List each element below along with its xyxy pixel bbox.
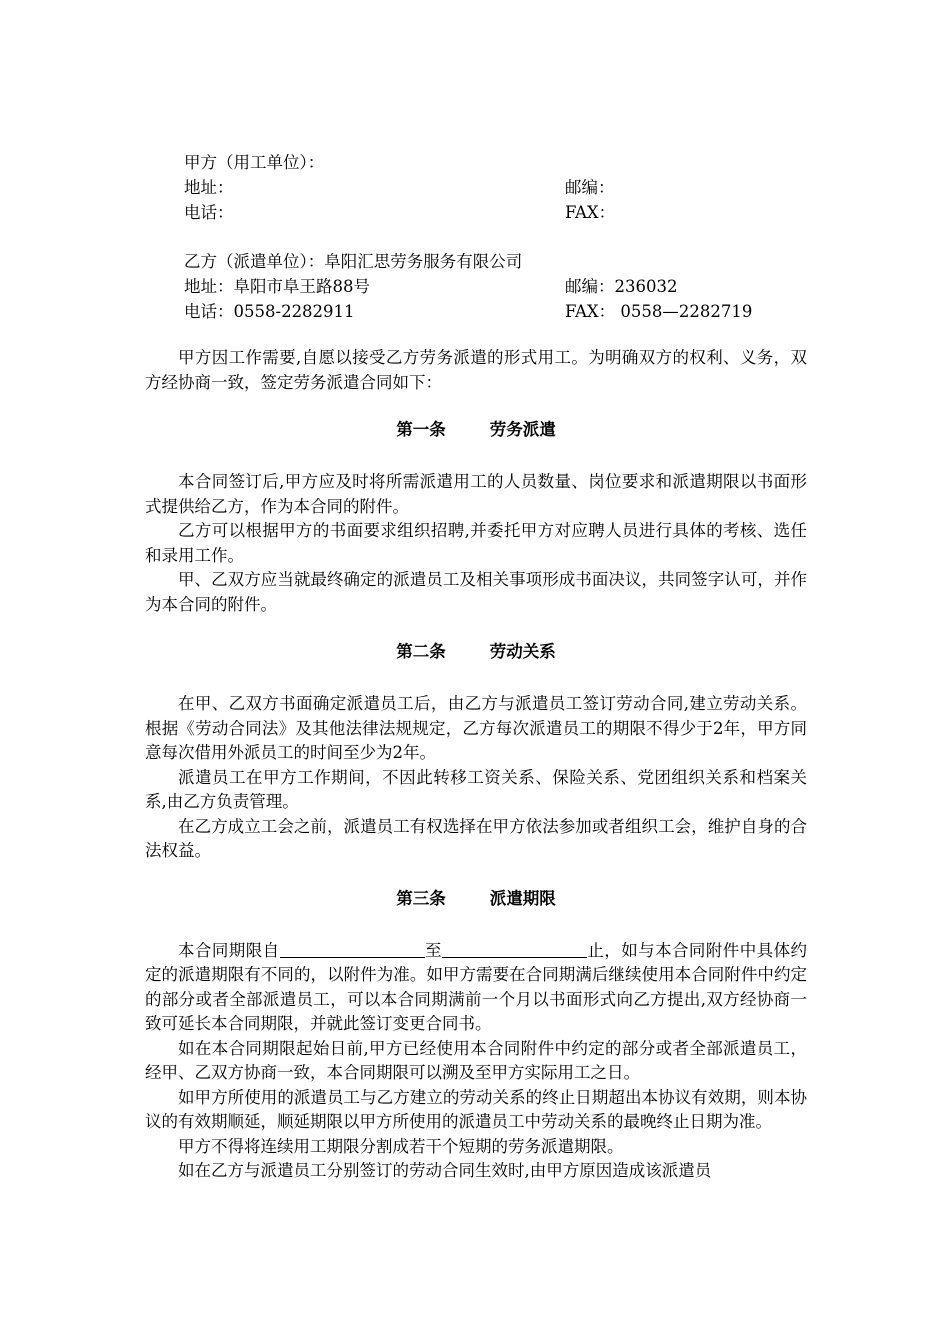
section-1-title: 劳务派遣 — [489, 420, 556, 439]
section-2-paragraph: 在乙方成立工会之前，派遣员工有权选择在甲方依法参加或者组织工会，维护自身的合法权益。 — [145, 816, 807, 860]
party-a-phone-line — [184, 200, 804, 225]
section-1-paragraph: 本合同签订后,甲方应及时将所需派遣用工的人员数量、岗位要求和派遣期限以书面形式提供给乙方，作为本合同的附件。 — [145, 472, 807, 516]
term-prefix: 本合同期限自 — [178, 940, 280, 960]
party-a-fax-label: FAX： — [565, 203, 616, 222]
party-a-title — [184, 150, 804, 175]
party-a-address-label: 地址： — [184, 178, 234, 197]
section-1-paragraph: 甲、乙双方应当就最终确定的派遣员工及相关事项形成书面决议，共同签字认可，并作为本合同的附件。 — [145, 570, 807, 614]
section-2-heading — [145, 640, 807, 664]
party-b-postcode: 邮编：236032 — [565, 277, 678, 296]
contract-body — [145, 346, 807, 1184]
party-a-title-text: 甲方（用工单位）： — [184, 153, 325, 172]
section-1-paragraph: 乙方可以根据甲方的书面要求组织招聘,并委托甲方对应聘人员进行具体的考核、选任和录用工作。 — [145, 521, 807, 565]
section-3-title: 派遣期限 — [489, 888, 556, 908]
term-suffix: 止，如与本合同附件中具体约定的派遣期限有不同的，以附件为准。如甲方需要在合同期满后继续使用本合同附件中约定的部分或者全部派遣员工，可以本合同期满前一个月以书面形式向乙方提出,双方经协商一致可延长本合同期限，并就此签订变更合同书。 — [145, 940, 808, 1033]
term-end-blank — [442, 940, 587, 958]
party-a-postcode-label: 邮编： — [565, 178, 615, 197]
section-2-paragraph: 在甲、乙双方书面确定派遣员工后，由乙方与派遣员工签订劳动合同,建立劳动关系。根据《劳动合同法》及其他法律法规规定，乙方每次派遣员工的期限不得少于2年，甲方同意每次借用外派员工的时间至少为2年。 — [145, 694, 807, 762]
section-3-paragraph: 如甲方所使用的派遣员工与乙方建立的劳动关系的终止日期超出本协议有效期，则本协议的有效期顺延，顺延期限以甲方所使用的派遣员工中劳动关系的最晚终止日期为准。 — [145, 1087, 807, 1131]
party-b-title-text: 乙方（派遣单位）：阜阳汇思劳务服务有限公司 — [184, 252, 523, 271]
party-b-address: 地址：阜阳市阜王路88号 — [184, 277, 370, 296]
section-3-number: 第三条 — [396, 888, 446, 908]
intro-paragraph: 甲方因工作需要,自愿以接受乙方劳务派遣的形式用工。为明确双方的权利、义务，双方经协商一致，签定劳务派遣合同如下： — [145, 348, 807, 392]
section-3-heading — [145, 887, 807, 911]
parties-block — [184, 150, 804, 324]
section-3-term-paragraph — [145, 939, 807, 1037]
party-b-fax: FAX： 0558—2282719 — [565, 302, 753, 321]
term-middle: 至 — [424, 940, 442, 960]
section-3-paragraph: 甲方不得将连续用工期限分割成若干个短期的劳务派遣期限。 — [178, 1136, 624, 1156]
term-start-blank — [280, 940, 425, 958]
party-b-phone: 电话：0558-2282911 — [184, 302, 355, 321]
party-b-title — [184, 249, 804, 274]
section-2-number: 第二条 — [396, 642, 446, 661]
section-2-title: 劳动关系 — [489, 642, 556, 661]
party-b-address-line — [184, 274, 804, 299]
section-1-number: 第一条 — [396, 420, 446, 439]
section-3-paragraph: 如在乙方与派遣员工分别签订的劳动合同生效时,由甲方原因造成该派遣员 — [178, 1161, 712, 1180]
party-a-phone-label: 电话： — [184, 203, 234, 222]
section-2-paragraph: 派遣员工在甲方工作期间，不因此转移工资关系、保险关系、党团组织关系和档案关系,由乙方负责管理。 — [145, 767, 807, 811]
party-a-address-line — [184, 175, 804, 200]
section-1-heading — [145, 418, 807, 442]
party-b-phone-line — [184, 299, 804, 324]
section-3-paragraph: 如在本合同期限起始日前,甲方已经使用本合同附件中约定的部分或者全部派遣员工，经甲、乙双方协商一致，本合同期限可以溯及至甲方实际用工之日。 — [145, 1038, 807, 1082]
